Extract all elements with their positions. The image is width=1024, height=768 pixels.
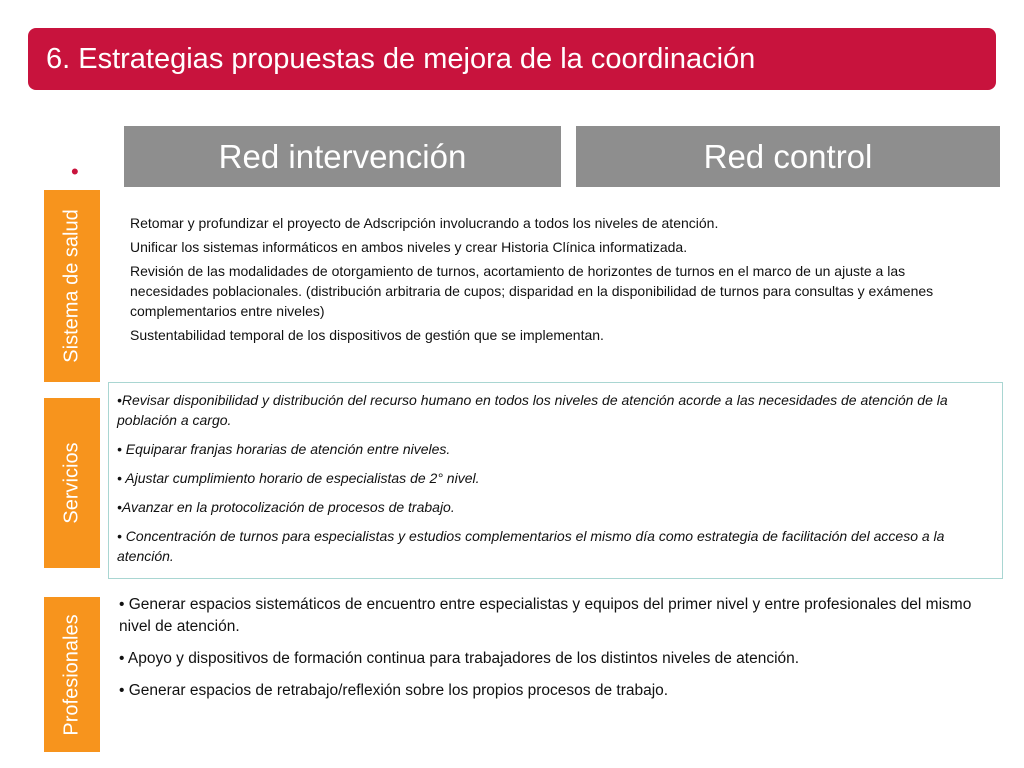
tab-profesionales xyxy=(44,597,100,752)
list-item: • Ajustar cumplimiento horario de especialistas de 2° nivel. xyxy=(117,470,480,486)
servicios-strategies xyxy=(108,382,1003,579)
list-item: • Concentración de turnos para especialistas y estudios complementarios el mismo día como estrategia de facilitación del acceso a la atención. xyxy=(117,528,945,564)
slide-title: 6. Estrategias propuestas de mejora de la coordinación xyxy=(46,43,756,75)
bullet-dot: • xyxy=(71,159,79,184)
slide-title-bar xyxy=(28,28,996,90)
header-red-control: Red control xyxy=(576,126,1000,187)
list-item: Revisión de las modalidades de otorgamiento de turnos, acortamiento de horizontes de turnos en el marco de un ajuste a las necesidades poblacionales. (distribución arbitraria de cupos; disparidad en la disponibilidad de turnos para consultas y exámenes complementarios entre niveles) xyxy=(130,263,934,319)
header-red-intervencion: Red intervención xyxy=(124,126,561,187)
list-item: • Generar espacios de retrabajo/reflexión sobre los propios procesos de trabajo. xyxy=(119,682,669,699)
list-item: Unificar los sistemas informáticos en ambos niveles y crear Historia Clínica informatizada. xyxy=(130,239,688,255)
tab-servicios xyxy=(44,398,100,568)
tab-servicios-label: Servicios xyxy=(60,442,83,524)
profesionales-strategies xyxy=(119,594,979,712)
list-item: • Equiparar franjas horarias de atención entre niveles. xyxy=(117,441,451,457)
list-item: • Apoyo y dispositivos de formación continua para trabajadores de los distintos niveles de atención. xyxy=(119,650,800,667)
list-item: Sustentabilidad temporal de los dispositivos de gestión que se implementan. xyxy=(130,327,604,343)
list-item: •Revisar disponibilidad y distribución del recurso humano en todos los niveles de atención acorde a las necesidades de atención de la población a cargo. xyxy=(117,392,948,428)
tab-profesionales-label: Profesionales xyxy=(60,613,83,736)
tab-sistema-de-salud-label: Sistema de salud xyxy=(60,209,83,363)
tab-sistema-de-salud xyxy=(44,190,100,382)
salud-strategies xyxy=(130,213,970,350)
list-item: • Generar espacios sistemáticos de encuentro entre especialistas y equipos del primer nivel y entre profesionales del mismo nivel de atención. xyxy=(119,596,972,635)
list-item: Retomar y profundizar el proyecto de Adscripción involucrando a todos los niveles de atención. xyxy=(130,215,719,231)
list-item: •Avanzar en la protocolización de procesos de trabajo. xyxy=(117,499,455,515)
